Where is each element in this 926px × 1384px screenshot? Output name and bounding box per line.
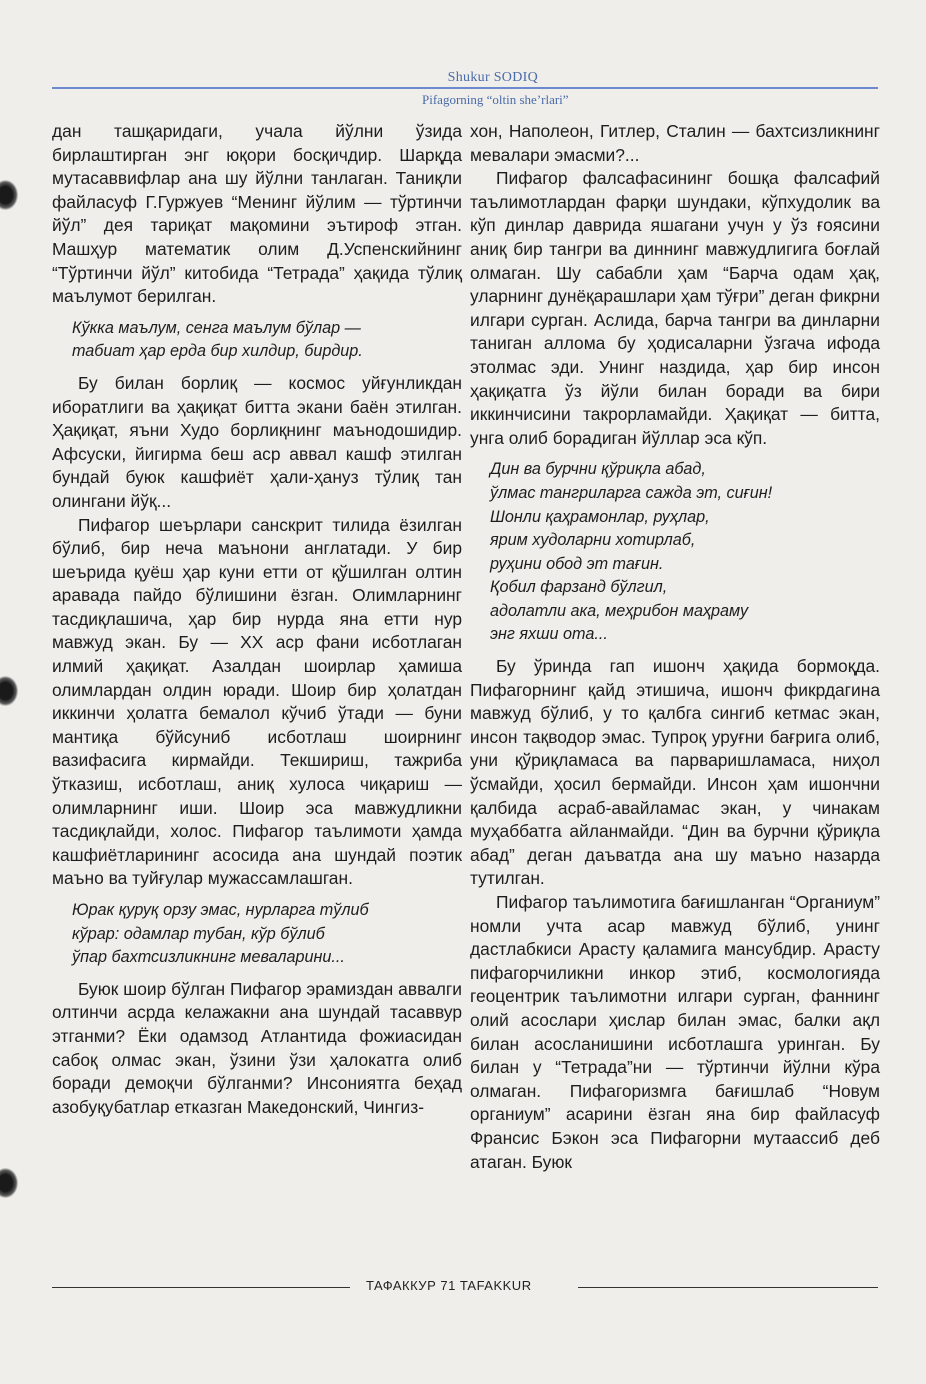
spacer: [52, 970, 462, 978]
footer-rule-left: [52, 1287, 350, 1288]
spacer: [52, 364, 462, 372]
spacer: [470, 450, 880, 458]
left-text-column: [52, 120, 462, 1119]
paragraph: Буюк шоир бўлган Пифагор эрамиздан аввалги олтинчи асрда келажакни ана шундай тасаввур этганми? Ёки одамзод Атлантида фожиасидан сабоқ олмас экан, ўзини ўзи ҳалокатга олиб боради демоқчи бўлганми? Инсониятга беҳад азобуқубатлар етказган Македонский, Чингиз-: [52, 978, 462, 1117]
footer-rule-right: [578, 1287, 878, 1288]
footer-page-label: ТАФАККУР 71 TAFAKKUR: [366, 1278, 532, 1293]
paragraph: дан ташқаридаги, учала йўлни ўзида бирлаштирган энг юқори босқичдир. Шарқда мутасаввифлар ана шу йўлни танлаган. Таниқли файласуф Г.Гуржуев “Менинг йўлим — тўртинчи йўл” дея тариқат мақомини эътироф этган. Машҳур математик олим Д.Успенскийнинг “Тўртинчи йўл” китобида “Тетрада” ҳақида тўлиқ маълумот берилган.: [52, 121, 462, 307]
paragraph: Бу ўринда гап ишонч ҳақида бормоқда. Пифагорнинг қайд этишича, ишонч фикрдагина мавжуд бўлиб, у то қалбга сингиб кетмас экан, инсон тақводор эмас. Тупроқ уруғни бағрига олиб, уни қўриқламаса ва парваришламаса, ниҳол ўсмайди, ҳосил бермайди. Инсон ҳам ишончни қалбида асраб-авайламас экан, у чинакам муҳаббатга айланмайди. “Дин ва бурчни қўриқла абад” деган даъватда ана шу маъно назарда тутилган.: [470, 656, 880, 889]
running-header: [52, 64, 878, 124]
spacer: [470, 647, 880, 655]
author-name: Shukur SODIQ: [447, 70, 538, 85]
header-rule: [52, 87, 878, 89]
right-text-column: [470, 120, 880, 1174]
article-subtitle: Pifagorning “oltin she’rlari”: [422, 92, 569, 107]
poem-quote: Дин ва бурчни қўриқла абад, ўлмас тангриларга сажда эт, сиғин! Шонли қаҳрамонлар, руҳлар, ярим худоларни хотирлаб, руҳини обод эт тағин. Қобил фарзанд бўлгил, адолатли ака, меҳрибон маҳраму энг яхши ота...: [490, 460, 773, 644]
binder-hole-mark: [0, 676, 18, 706]
paragraph: Пифагор таълимотига бағишланган “Органиум” номли учта асар мавжуд бўлиб, унинг дастлабкиси Арасту қаламига мансубдир. Арасту пифагорчиликни инкор этиб, космологияда геоцентрик таълимотни илгари сурган, фаннинг олий асослари ҳислар билан эмас, балки ақл билан асосланишини исботлашга уринган. Бу билан у “Тетрада”ни — тўртинчи йўлни кўра олмаган. Пифагоризмга бағишлаб “Новум органиум” асарини ёзган яна бир файласуф Франсис Бэкон эса Пифагорни мутаассиб деб атаган. Буюк: [470, 892, 880, 1172]
binder-hole-mark: [0, 180, 18, 210]
spacer: [52, 309, 462, 317]
paragraph: Пифагор фалсафасининг бошқа фалсафий таълимотлардан фарқи шундаки, кўпхудолик ва кўп динлар даврида яшагани учун у ўз ғоясини аниқ бир тангри ва диннинг мавжудлигига боғлай олмаган. Шу сабабли ҳам “Барча одам ҳақ, уларнинг дунёқарашлари ҳам тўғри” деган фикрни илгари сурган. Аслида, барча тангри ва динларни таниган аллома бу ҳодисаларни ўзгача ифода этолмас эди. Унинг наздида, ҳар бир инсон ҳақиқатга ўз йўли билан боради ва бири иккинчисини такрорламайди. Ҳақиқат — битта, унга олиб борадиган йўллар эса кўп.: [470, 168, 880, 448]
poem-quote: Юрак қуруқ орзу эмас, нурларга тўлиб кўрар: одамлар тубан, кўр бўлиб ўпар бахтсизликнинг меваларини...: [72, 901, 369, 967]
page-footer: [52, 1278, 878, 1298]
spacer: [52, 891, 462, 899]
binder-hole-mark: [0, 1168, 18, 1198]
poem-quote: Кўкка маълум, сенга маълум бўлар — табиат ҳар ерда бир хилдир, бирдир.: [72, 318, 363, 361]
paragraph: Бу билан борлиқ — космос уйғунликдан иборатлиги ва ҳақиқат битта экани баён этилган. Ҳақиқат, яъни Худо борлиқнинг маънодошидир. Афсуски, йигирма беш аср аввал кашф этилган бундай буюк кашфиёт ҳали-ҳануз тўлиқ тан олингани йўқ...: [52, 372, 462, 511]
paragraph: Пифагор шеърлари санскрит тилида ёзилган бўлиб, бир неча маънони англатади. У бир шеърида қуёш ҳар куни етти от қўшилган олтин аравада пайдо бўлишини ёзган. Олимларнинг тасдиқлашича, ҳар бир нурда яна етти нур мавжуд экан. Бу — XX аср фани исботлаган илмий ҳақиқат. Азалдан шоирлар ҳамиша олимлардан олдин юради. Шоир бир ҳолатдан иккинчи ҳолатга бемалол кўчиб ўтади — буни мантиқа бўйсуниб исботлаш шоирнинг вазифасига кирмайди. Текшириш, тажриба ўтказиш, исботлаш, аниқ хулоса чиқариш — олимларнинг иши. Шоир эса мавжудликни тасдиқлайди, холос. Пифагор таълимоти ҳамда кашфиётларининг асосида ана шундай поэтик маъно ва туйғулар мужассамлашган.: [52, 514, 462, 889]
paragraph: хон, Наполеон, Гитлер, Сталин — бахтсизликнинг мевалари эмасми?...: [470, 121, 880, 165]
